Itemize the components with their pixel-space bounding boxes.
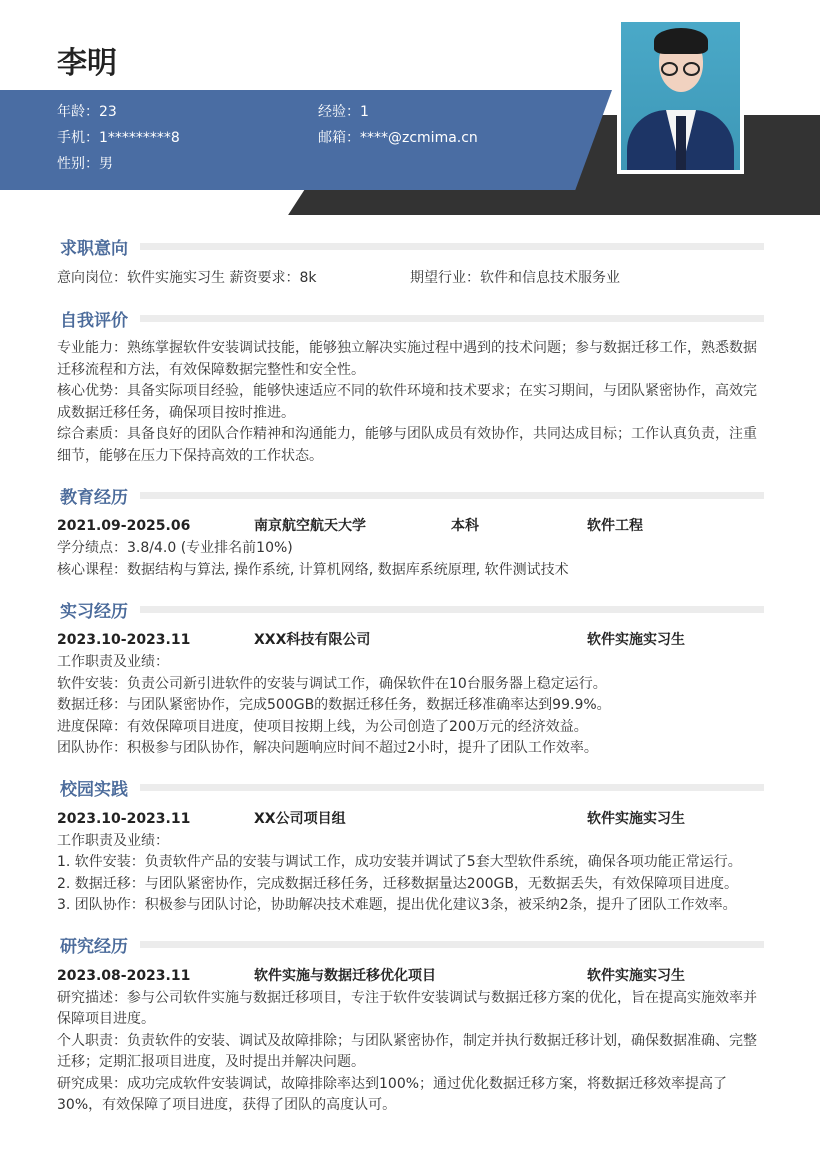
date: 2023.10-2023.11 xyxy=(57,810,191,827)
text-line: 核心优势：具备实际项目经验，能够快速适应不同的软件环境和技术要求；在实习期间，与团队紧密协作，高效完成数据迁移任务，确保项目按时推进。 xyxy=(57,383,757,421)
date: 2023.08-2023.11 xyxy=(57,967,191,984)
text-line: 团队协作：积极参与团队协作，解决问题响应时间不超过2小时，提升了团队工作效率。 xyxy=(57,740,598,756)
text-line: 个人职责：负责软件的安装、调试及故障排除；与团队紧密协作，制定并执行数据迁移计划，确保数据准确、完整迁移；定期汇报项目进度，及时提出并解决问题。 xyxy=(57,1032,757,1070)
section-title: 教育经历 xyxy=(60,487,128,508)
text-line: 进度保障：有效保障项目进度，使项目按期上线，为公司创造了200万元的经济效益。 xyxy=(57,718,588,735)
section-title: 研究经历 xyxy=(60,937,128,957)
phone: 手机：1*********8 xyxy=(57,130,180,146)
company: XXX科技有限公司 xyxy=(254,632,371,648)
date: 2021.09-2025.06 xyxy=(57,518,191,534)
age: 年龄：23 xyxy=(57,104,117,120)
text-line: 2. 数据迁移：与团队紧密协作，完成数据迁移任务，迁移数据量达200GB，无数据丢失，有效保障项目进度。 xyxy=(57,875,738,892)
school: 南京航空航天大学 xyxy=(254,518,366,534)
section-research xyxy=(57,931,764,1117)
role: 软件实施实习生 xyxy=(587,967,685,984)
project: 软件实施与数据迁移优化项目 xyxy=(254,967,436,984)
text-line: 学分绩点：3.8/4.0 (专业排名前10%) xyxy=(57,540,293,556)
text-line: 工作职责及业绩： xyxy=(57,654,169,670)
text-line: 综合素质：具备良好的团队合作精神和沟通能力，能够与团队成员有效协作，共同达成目标；工作认真负责，注重细节，能够在压力下保持高效的工作状态。 xyxy=(57,426,757,464)
intent-industry: 期望行业：软件和信息技术服务业 xyxy=(410,270,620,286)
gender: 性别：男 xyxy=(57,156,113,172)
major: 软件工程 xyxy=(587,518,643,534)
text-line: 专业能力：熟练掌握软件安装调试技能，能够独立解决实施过程中遇到的技术问题；参与数据迁移工作，熟悉数据迁移流程和方法，有效保障数据完整性和安全性。 xyxy=(57,340,757,378)
section-self-evaluation xyxy=(57,304,764,467)
section-campus xyxy=(57,774,764,917)
section-education xyxy=(57,481,764,581)
text-line: 软件安装：负责公司新引进软件的安装与调试工作，确保软件在10台服务器上稳定运行。 xyxy=(57,675,607,692)
section-internship xyxy=(57,595,764,760)
text-line: 3. 团队协作：积极参与团队讨论，协助解决技术难题，提出优化建议3条，被采纳2条，提升了团队工作效率。 xyxy=(57,897,737,913)
date: 2023.10-2023.11 xyxy=(57,632,191,648)
text-line: 研究描述：参与公司软件实施与数据迁移项目，专注于软件安装调试与数据迁移方案的优化，旨在提高实施效率并保障项目进度。 xyxy=(57,989,757,1027)
experience: 经验：1 xyxy=(318,104,369,120)
degree: 本科 xyxy=(451,518,479,534)
text-line: 1. 软件安装：负责软件产品的安装与调试工作，成功安装并调试了5套大型软件系统，确保各项功能正常运行。 xyxy=(57,854,742,870)
text-line: 工作职责及业绩： xyxy=(57,832,169,849)
candidate-name: 李明 xyxy=(57,46,117,81)
profile-photo xyxy=(617,18,744,174)
company: XX公司项目组 xyxy=(254,810,346,827)
section-intent xyxy=(57,232,764,290)
section-title: 实习经历 xyxy=(60,601,128,622)
email: 邮箱：****@zcmima.cn xyxy=(318,130,478,146)
text-line: 数据迁移：与团队紧密协作，完成500GB的数据迁移任务，数据迁移准确率达到99.9%。 xyxy=(57,697,611,713)
section-title: 求职意向 xyxy=(60,238,128,259)
role: 软件实施实习生 xyxy=(587,632,685,648)
role: 软件实施实习生 xyxy=(587,810,685,827)
text-line: 核心课程：数据结构与算法, 操作系统, 计算机网络, 数据库系统原理, 软件测试技术 xyxy=(57,561,569,578)
intent-position: 意向岗位：软件实施实习生 薪资要求：8k xyxy=(57,270,317,286)
text-line: 研究成果：成功完成软件安装调试，故障排除率达到100%；通过优化数据迁移方案，将数据迁移效率提高了30%，有效保障了项目进度，获得了团队的高度认可。 xyxy=(57,1075,728,1113)
section-title: 校园实践 xyxy=(60,780,128,800)
section-title: 自我评价 xyxy=(60,310,128,331)
